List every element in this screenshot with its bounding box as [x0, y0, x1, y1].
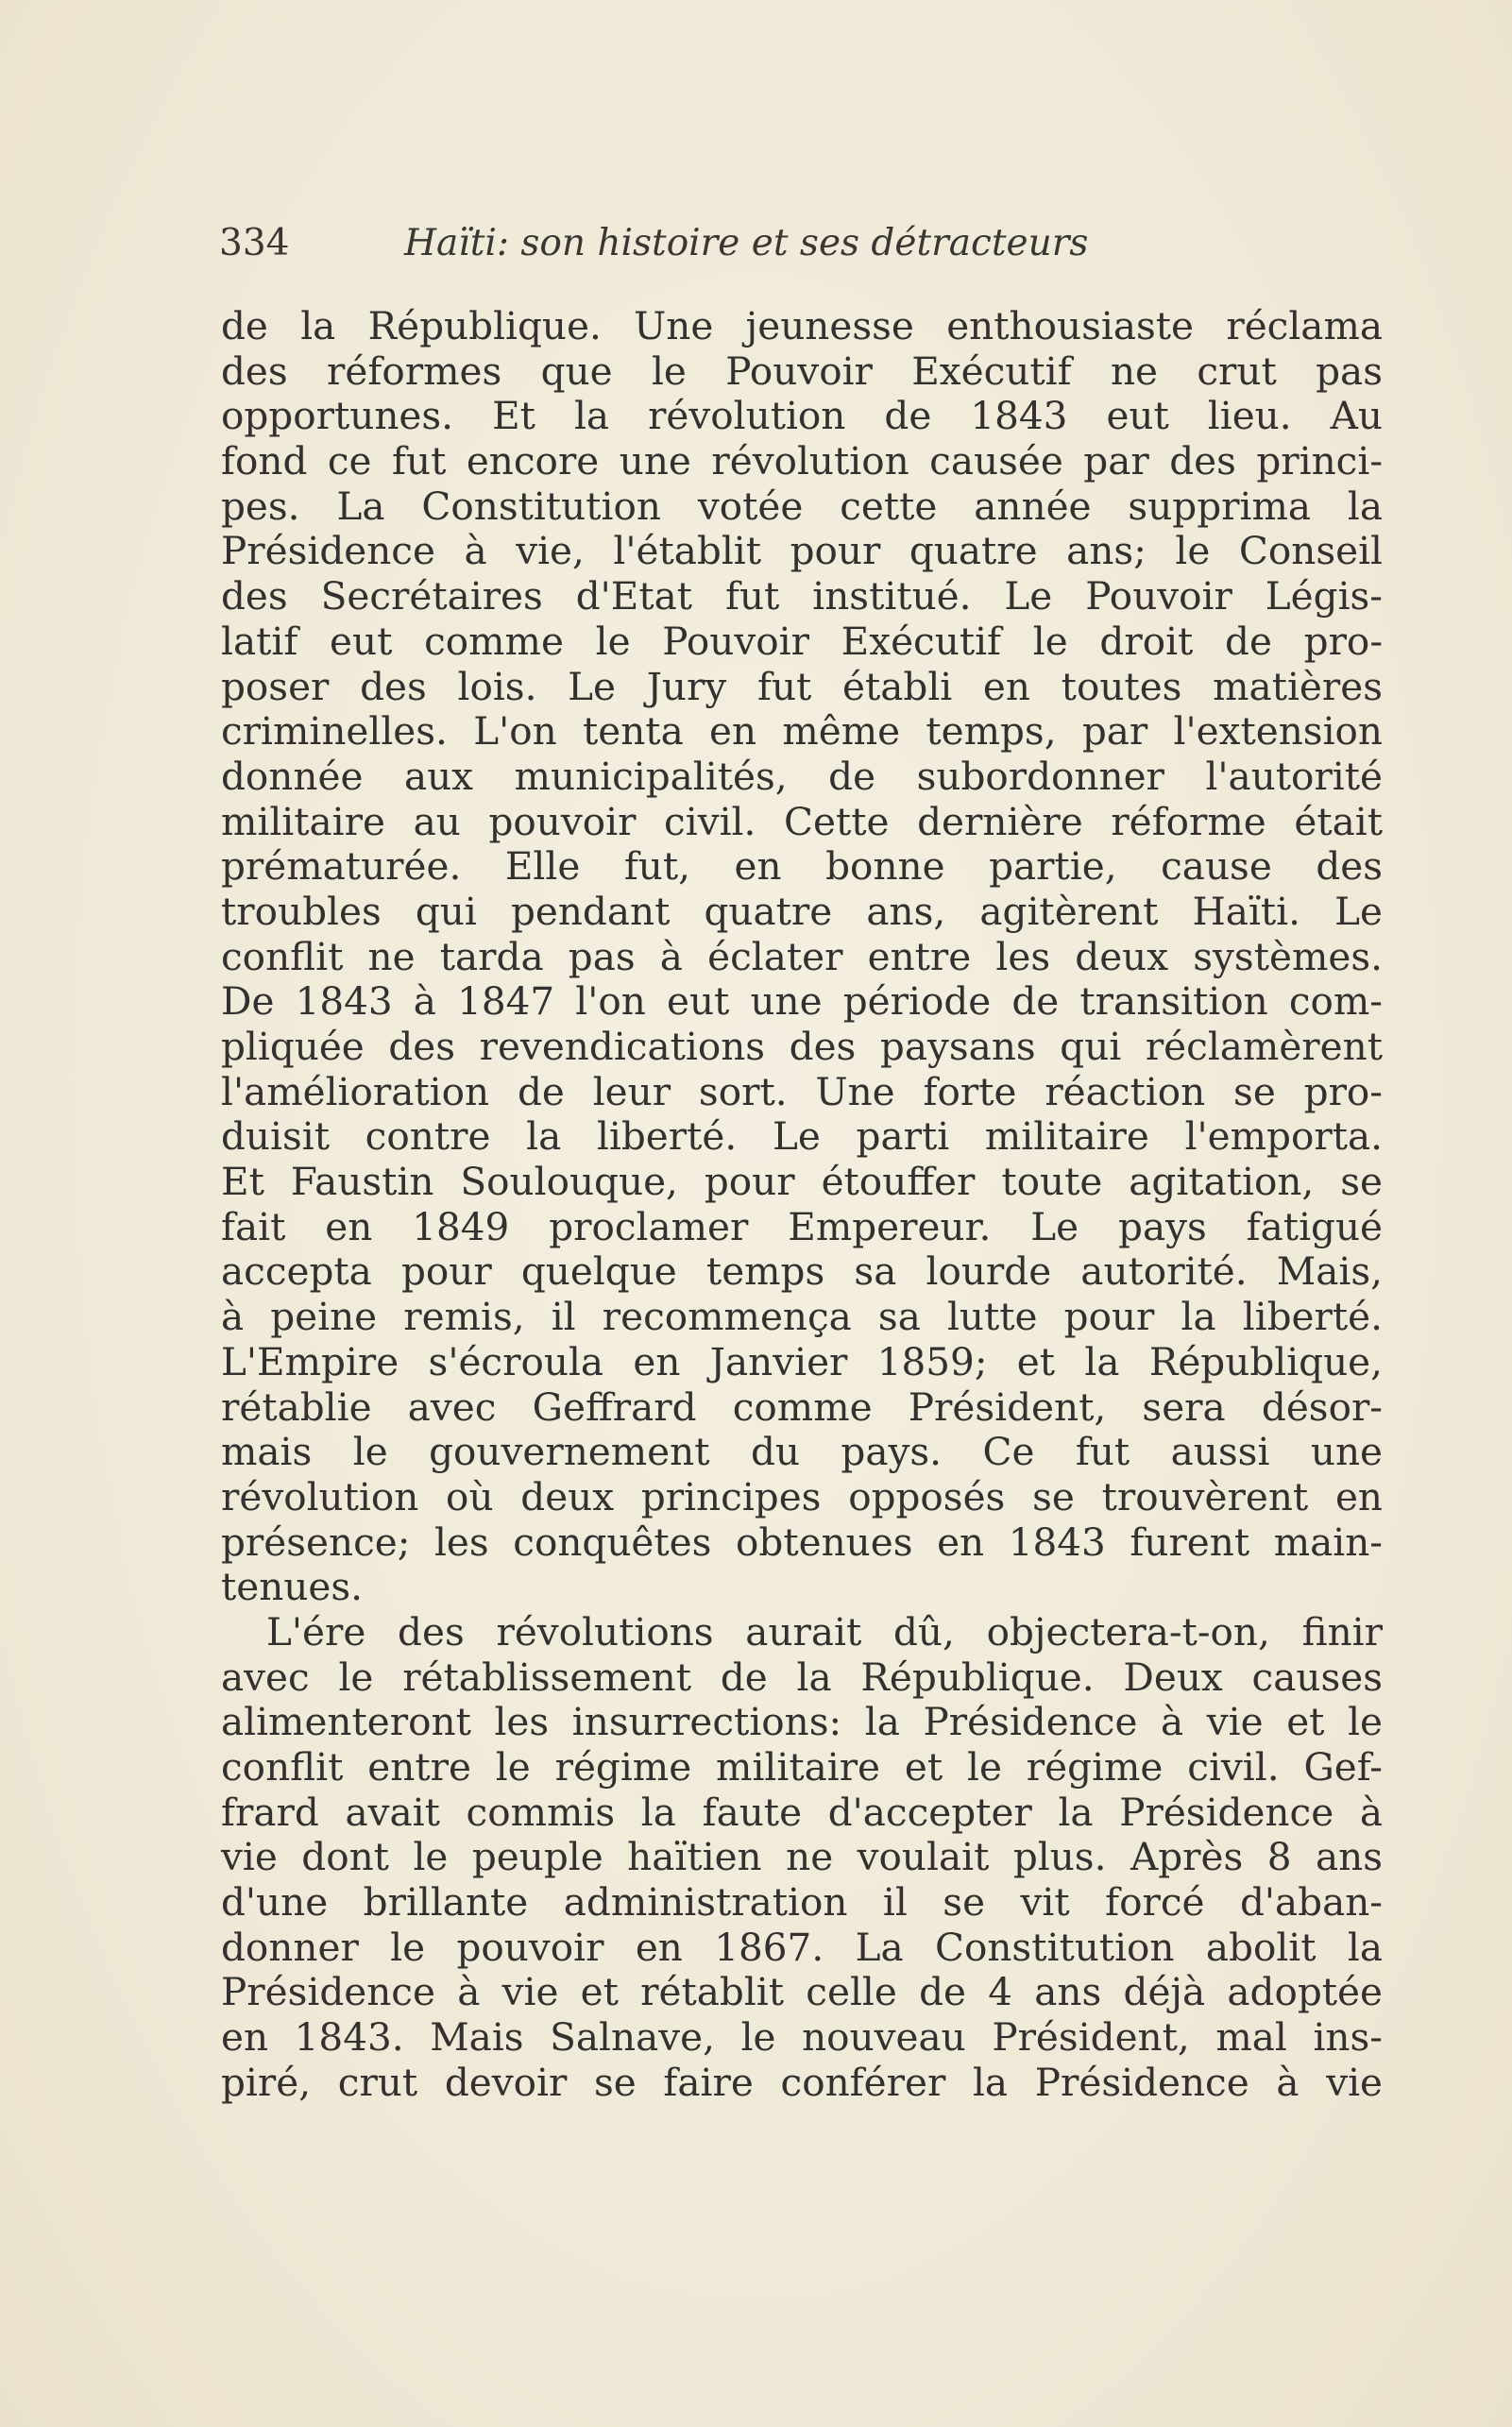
text-line: de la République. Une jeunesse enthousiaste réclama	[221, 304, 1383, 348]
text-line: des réformes que le Pouvoir Exécutif ne crut pas	[221, 348, 1383, 394]
text-line: piré, crut devoir se faire conférer la Présidence à vie	[221, 2060, 1383, 2105]
text-line: fond ce fut encore une révolution causée par des princi-	[221, 439, 1383, 484]
text-line: criminelles. L'on tenta en même temps, par l'extension	[221, 709, 1383, 755]
text-line: pliquée des revendications des paysans qui réclamèrent	[221, 1025, 1383, 1069]
text-line: pes. La Constitution votée cette année supprima la	[221, 484, 1383, 529]
text-line: rétablie avec Geffrard comme Président, sera désor-	[221, 1384, 1383, 1430]
text-line: L'ére des révolutions aurait dû, objectera-t-on, finir	[266, 1609, 1383, 1655]
text-line: vie dont le peuple haïtien ne voulait plus. Après 8 ans	[221, 1835, 1383, 1880]
text-line: duisit contre la liberté. Le parti militaire l'emporta.	[221, 1114, 1383, 1160]
text-line: tenues.	[221, 1565, 364, 1610]
running-title: Haïti: son histoire et ses détracteurs	[404, 222, 1089, 264]
text-line: conflit entre le régime militaire et le régime civil. Gef-	[221, 1745, 1383, 1790]
text-line: avec le rétablissement de la République. Deux causes	[221, 1655, 1383, 1700]
text-line: donner le pouvoir en 1867. La Constitution abolit la	[221, 1925, 1383, 1970]
text-line: Présidence à vie et rétablit celle de 4 ans déjà adoptée	[221, 1970, 1383, 2015]
text-line: militaire au pouvoir civil. Cette dernière réforme était	[221, 799, 1383, 844]
text-line: l'amélioration de leur sort. Une forte réaction se pro-	[221, 1069, 1383, 1114]
text-line: fait en 1849 proclamer Empereur. Le pays fatigué	[221, 1204, 1383, 1249]
text-line: frard avait commis la faute d'accepter la Présidence à	[221, 1790, 1383, 1835]
text-line: à peine remis, il recommença sa lutte pour la liberté.	[221, 1295, 1383, 1340]
text-line: poser des lois. Le Jury fut établi en toutes matières	[221, 664, 1383, 709]
text-line: présence; les conquêtes obtenues en 1843 furent main-	[221, 1519, 1383, 1565]
body-text	[221, 304, 1383, 2106]
paragraph-1	[221, 304, 1383, 1610]
text-line: Et Faustin Soulouque, pour étouffer toute agitation, se	[221, 1160, 1383, 1205]
running-header	[219, 219, 1164, 276]
text-line: révolution où deux principes opposés se trouvèrent en	[221, 1474, 1383, 1519]
text-line: latif eut comme le Pouvoir Exécutif le droit de pro-	[221, 619, 1383, 664]
text-line: en 1843. Mais Salnave, le nouveau Président, mal ins-	[221, 2015, 1383, 2061]
text-line: conflit ne tarda pas à éclater entre les deux systèmes.	[221, 934, 1383, 979]
text-line: Présidence à vie, l'établit pour quatre ans; le Conseil	[221, 529, 1383, 574]
text-line: troubles qui pendant quatre ans, agitèrent Haïti. Le	[221, 889, 1383, 934]
text-line: accepta pour quelque temps sa lourde autorité. Mais,	[221, 1249, 1383, 1295]
text-line: donnée aux municipalités, de subordonner l'autorité	[221, 754, 1383, 799]
text-line: mais le gouvernement du pays. Ce fut aussi une	[221, 1430, 1383, 1475]
paragraph-2	[221, 1610, 1383, 2106]
text-line: De 1843 à 1847 l'on eut une période de transition com-	[221, 979, 1383, 1025]
page-number: 334	[219, 222, 290, 264]
text-line: d'une brillante administration il se vit forcé d'aban-	[221, 1880, 1383, 1926]
text-line: des Secrétaires d'Etat fut institué. Le Pouvoir Légis-	[221, 574, 1383, 619]
text-line: prématurée. Elle fut, en bonne partie, cause des	[221, 844, 1383, 890]
text-line: L'Empire s'écroula en Janvier 1859; et la République,	[221, 1339, 1383, 1384]
text-line: alimenteront les insurrections: la Présidence à vie et le	[221, 1700, 1383, 1745]
text-line: opportunes. Et la révolution de 1843 eut lieu. Au	[221, 394, 1383, 439]
